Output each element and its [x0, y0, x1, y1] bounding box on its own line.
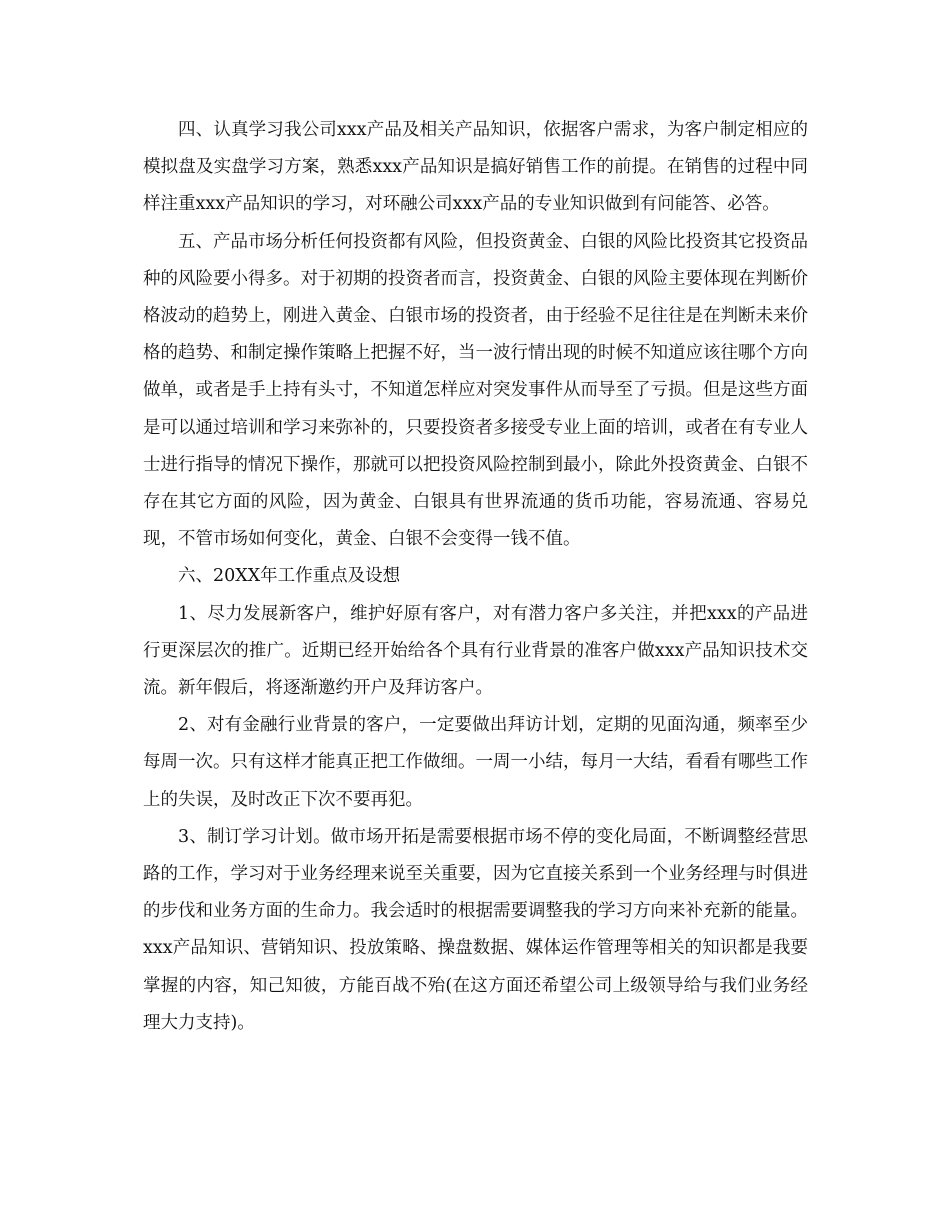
paragraph-market-analysis: 五、产品市场分析任何投资都有风险，但投资黄金、白银的风险比投资其它投资品种的风险要小得多。对于初期的投资者而言，投资黄金、白银的风险主要体现在判断价格波动的趋势上，刚进入黄金、白银市场的投资者，由于经验不足往往是在判断未来价格的趋势、和制定操作策略上把握不好，当一波行情出现的时候不知道应该往哪个方向做单，或者是手上持有头寸，不知道怎样应对突发事件从而导至了亏损。但是这些方面是可以通过培训和学习来弥补的，只要投资者多接受专业上面的培训，或者在有专业人士进行指导的情况下操作，那就可以把投资风险控制到最小，除此外投资黄金、白银不存在其它方面的风险，因为黄金、白银具有世界流通的货币功能，容易流通、容易兑现，不管市场如何变化，黄金、白银不会变得一钱不值。: [143, 231, 808, 550]
paragraph-product-knowledge: 四、认真学习我公司xxx产品及相关产品知识，依据客户需求，为客户制定相应的模拟盘及实盘学习方案，熟悉xxx产品知识是搞好销售工作的前提。在销售的过程中同样注重xxx产品知识的学习，对环融公司xxx产品的专业知识做到有问能答、必答。: [143, 120, 808, 215]
paragraph-plan-item-3: 3、制订学习计划。做市场开拓是需要根据市场不停的变化局面，不断调整经营思路的工作，学习对于业务经理来说至关重要，因为它直接关系到一个业务经理与时俱进的步伐和业务方面的生命力。我会适时的根据需要调整我的学习方向来补充新的能量。xxx产品知识、营销知识、投放策略、操盘数据、媒体运作管理等相关的知识都是我要掌握的内容，知己知彼，方能百战不殆(在这方面还希望公司上级领导给与我们业务经理大力支持)。: [143, 826, 808, 1033]
paragraph-work-plan-heading: 六、20XX年工作重点及设想: [178, 566, 401, 587]
document-body: [143, 112, 808, 1042]
paragraph-plan-item-2: 2、对有金融行业背景的客户，一定要做出拜访计划，定期的见面沟通，频率至少每周一次。只有这样才能真正把工作做细。一周一小结，每月一大结，看看有哪些工作上的失误，及时改正下次不要再犯。: [143, 715, 808, 810]
paragraph-plan-item-1: 1、尽力发展新客户，维护好原有客户，对有潜力客户多关注，并把xxx的产品进行更深层次的推广。近期已经开始给各个具有行业背景的准客户做xxx产品知识技术交流。新年假后，将逐渐邀约开户及拜访客户。: [143, 603, 808, 699]
